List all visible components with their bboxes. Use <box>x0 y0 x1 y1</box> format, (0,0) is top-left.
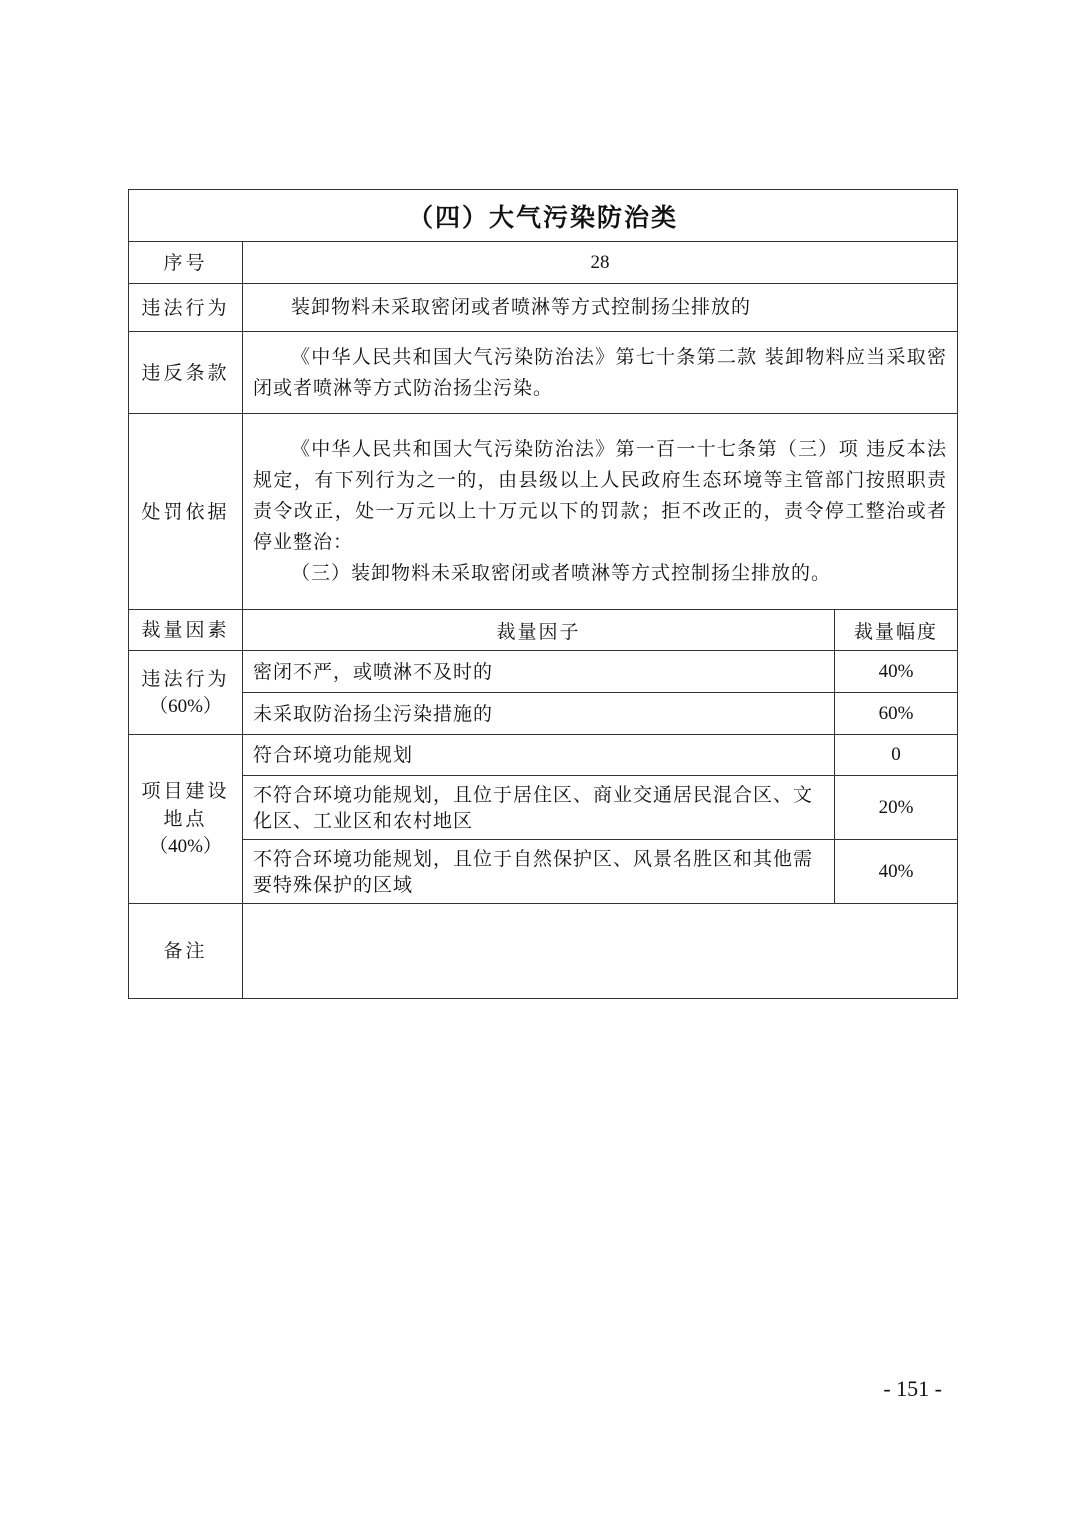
remarks-label: 备注 <box>129 904 243 999</box>
penalty-basis-paragraph: （三）装卸物料未采取密闭或者喷淋等方式控制扬尘排放的。 <box>291 562 832 584</box>
group-label-line: 地点 <box>163 808 208 830</box>
discretion-factor: 未采取防治扬尘污染措施的 <box>243 693 835 735</box>
remarks-row <box>129 904 958 999</box>
header-discretion-factor: 裁量因子 <box>243 610 835 651</box>
group-label-line: 项目建设 <box>141 780 230 802</box>
discretion-row <box>129 735 958 776</box>
discretion-range: 60% <box>835 693 958 735</box>
group-label-violation <box>129 651 243 735</box>
discretion-factor: 不符合环境功能规划，且位于居住区、商业交通居民混合区、文化区、工业区和农村地区 <box>243 776 835 840</box>
discretion-row <box>129 693 958 735</box>
discretion-range: 0 <box>835 735 958 776</box>
discretion-header-row <box>129 610 958 651</box>
serial-value: 28 <box>243 242 958 284</box>
page-number: - 151 - <box>883 1376 942 1401</box>
discretion-range: 20% <box>835 776 958 840</box>
group-label-line: 违法行为 <box>141 667 230 690</box>
clause-label: 违反条款 <box>129 332 243 414</box>
discretion-factor: 密闭不严，或喷淋不及时的 <box>243 651 835 693</box>
violation-label: 违法行为 <box>129 284 243 332</box>
violation-value: 装卸物料未采取密闭或者喷淋等方式控制扬尘排放的 <box>243 284 958 332</box>
serial-label: 序号 <box>129 242 243 284</box>
group-label-line: （60%） <box>149 695 222 717</box>
penalty-basis-label: 处罚依据 <box>129 414 243 610</box>
group-label-line: （40%） <box>149 836 222 857</box>
penalty-basis-row <box>129 414 958 610</box>
discretion-row <box>129 651 958 693</box>
header-discretion-range: 裁量幅度 <box>835 610 958 651</box>
remarks-value <box>243 904 958 999</box>
penalty-basis-paragraph: 《中华人民共和国大气污染防治法》第一百一十七条第（三）项 违反本法规定，有下列行为之一的，由县级以上人民政府生态环境等主管部门按照职责责令改正，处一万元以上十万元以下的罚款；拒不改正的，责令停工整治或者停业整治： <box>253 438 948 553</box>
section-title: （四）大气污染防治类 <box>129 190 958 242</box>
group-label-location <box>129 735 243 904</box>
table-title-row <box>129 190 958 242</box>
discretion-factor: 不符合环境功能规划，且位于自然保护区、风景名胜区和其他需要特殊保护的区域 <box>243 840 835 904</box>
discretion-range: 40% <box>835 651 958 693</box>
penalty-discretion-table <box>128 189 958 999</box>
discretion-factor: 符合环境功能规划 <box>243 735 835 776</box>
clause-row <box>129 332 958 414</box>
serial-row <box>129 242 958 284</box>
clause-value: 《中华人民共和国大气污染防治法》第七十条第二款 装卸物料应当采取密闭或者喷淋等方式防治扬尘污染。 <box>243 332 958 414</box>
penalty-basis-value <box>243 414 958 610</box>
discretion-row <box>129 776 958 840</box>
violation-row <box>129 284 958 332</box>
discretion-range: 40% <box>835 840 958 904</box>
header-discretion-element: 裁量因素 <box>129 610 243 651</box>
discretion-row <box>129 840 958 904</box>
